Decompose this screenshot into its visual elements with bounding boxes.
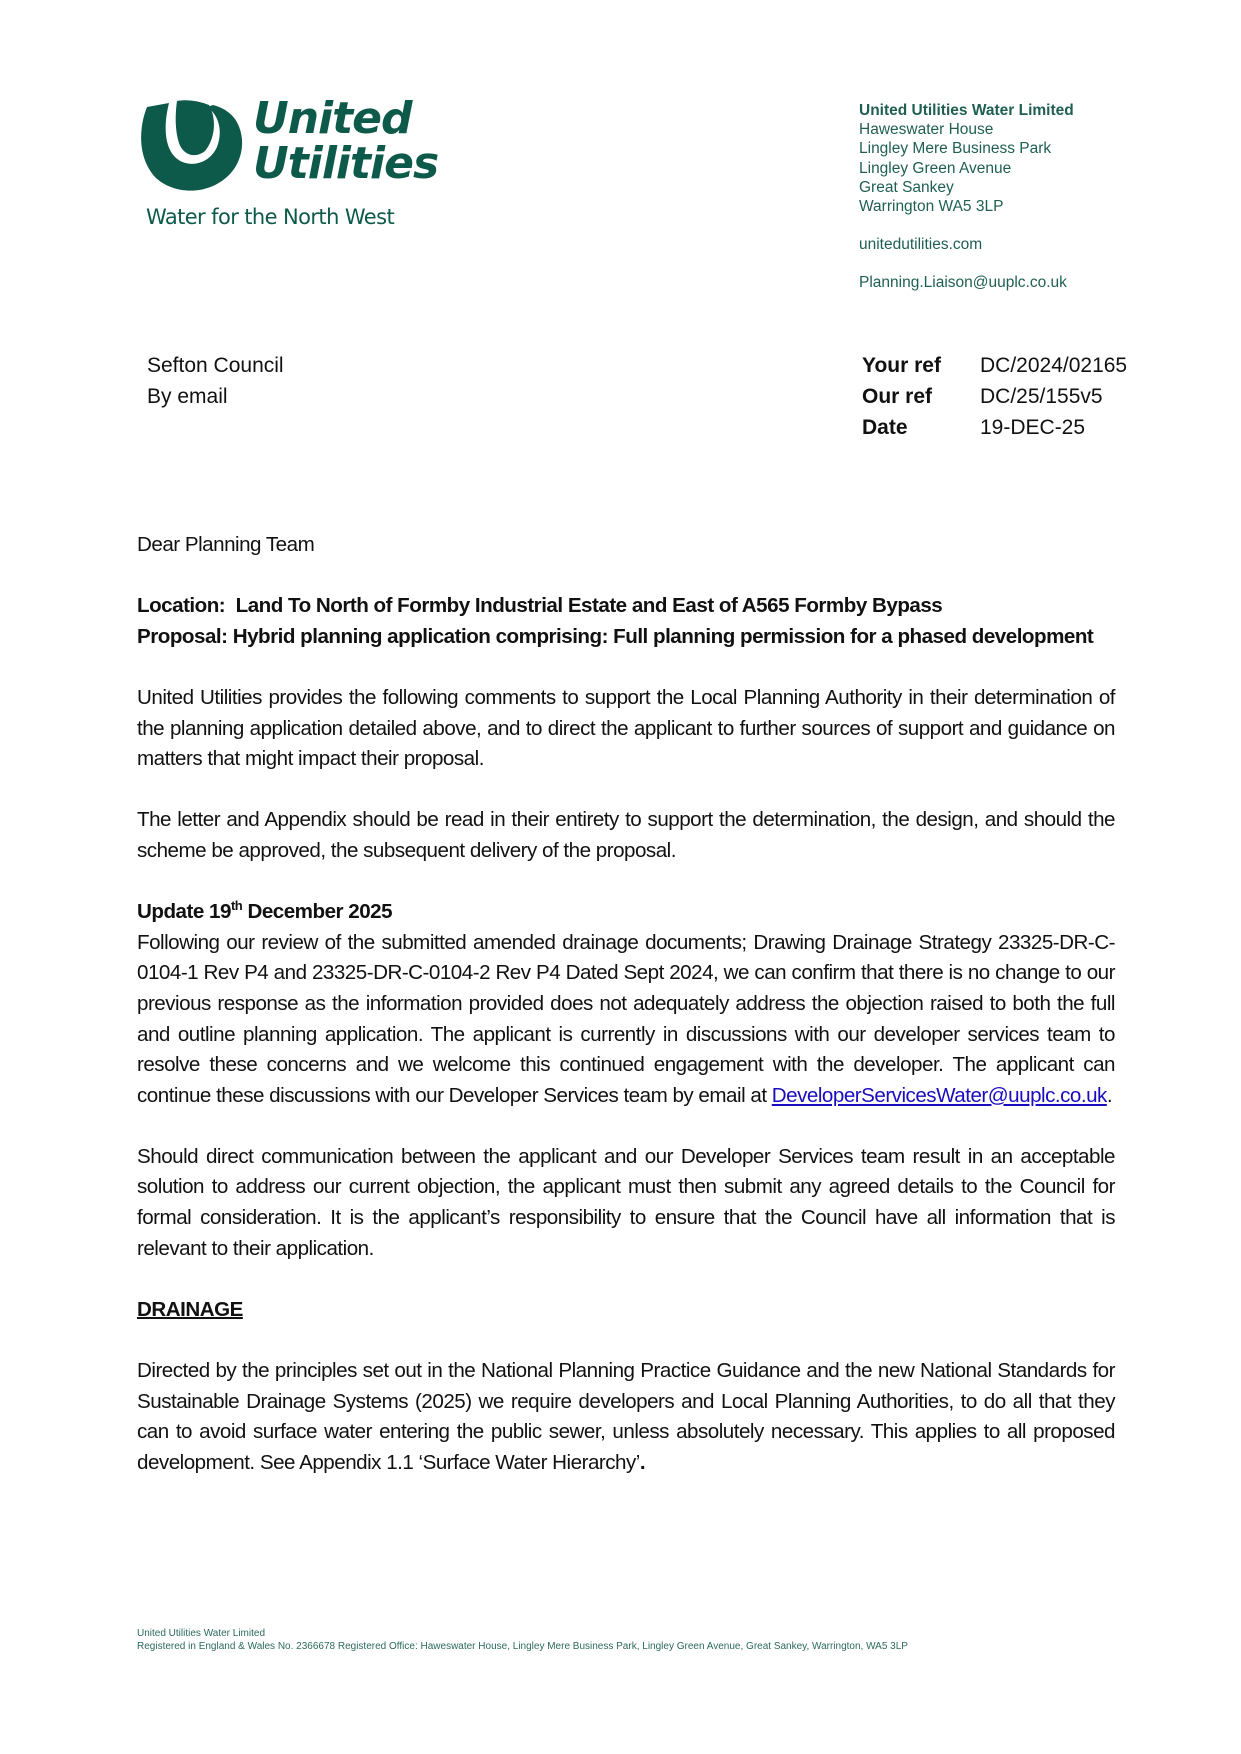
proposal-label: Proposal: <box>137 624 228 648</box>
ref-value: DC/2024/02165 <box>980 354 1128 377</box>
ref-value: DC/25/155v5 <box>980 385 1103 408</box>
sender-email-link[interactable]: Planning.Liaison@uuplc.co.uk <box>859 274 1067 292</box>
drainage-paragraph: Directed by the principles set out in the National Planning Practice Guidance and the new National Standards for Sustainable Drainage Systems (2025) we require developers and Local Planning Authorities, to do all that they can to avoid surface water entering the public sewer, unless absolutely necessary. This applies to all proposed development. See Appendix 1.1 ‘Surface Water Hierarchy’. <box>137 1359 1115 1474</box>
agreement-paragraph: Should direct communication between the applicant and our Developer Services team result in an acceptable solution to address our current objection, the applicant must then submit any agreed details to the Council for formal consideration. It is the applicant’s responsibility to ensure that the Council have all information that is relevant to their application. <box>137 1144 1115 1260</box>
ref-label: Our ref <box>862 385 933 408</box>
sender-company: United Utilities Water Limited <box>859 102 1074 119</box>
logo-word-utilities: Utilities <box>253 138 439 189</box>
ref-row-date <box>862 412 1127 443</box>
location-line <box>137 591 1115 622</box>
developer-services-email-link[interactable]: DeveloperServicesWater@uuplc.co.uk <box>771 1083 1107 1107</box>
address-line: Warrington WA5 3LP <box>859 198 1004 216</box>
sender-address <box>859 101 1074 293</box>
logo-tagline: Water for the North West <box>146 205 395 229</box>
reference-block <box>862 350 1127 443</box>
united-utilities-logo-mark-icon <box>137 97 247 195</box>
address-line: Haweswater House <box>859 121 994 139</box>
proposal-value: Hybrid planning application comprising: Full planning permission for a phased development <box>232 624 1094 648</box>
ref-label: Your ref <box>862 354 941 377</box>
ref-value: 19-DEC-25 <box>980 416 1086 439</box>
update-paragraph: Following our review of the submitted amended drainage documents; Drawing Drainage Strategy 23325-DR-C-0104-1 Rev P4 and 23325-DR-C-0104-2 Rev P4 Dated Sept 2024, we can confirm that there is no change to our previous response as the information provided does not adequately address the objection raised to both the full and outline planning application. The applicant is currently in discussions with our developer services team to resolve these concerns and we welcome this continued engagement with the developer. The applicant can continue these discussions with our Developer Services team by email at DeveloperServicesWater@uuplc.co.uk. <box>137 930 1115 1107</box>
salutation: Dear Planning Team <box>137 533 315 556</box>
page-footer <box>137 1628 908 1653</box>
footer-company: United Utilities Water Limited <box>137 1628 266 1639</box>
ref-row-our-ref <box>862 381 1127 412</box>
location-value: Land To North of Formby Industrial Estate and East of A565 Formby Bypass <box>235 594 943 618</box>
intro-paragraph: United Utilities provides the following comments to support the Local Planning Authority in their determination of the planning application detailed above, and to direct the applicant to further sources of support and guidance on matters that might impact their proposal. <box>137 685 1115 771</box>
address-line: Great Sankey <box>859 178 954 196</box>
proposal-line <box>137 622 1115 653</box>
appendix-paragraph: The letter and Appendix should be read in their entirety to support the determination, the design, and should the scheme be approved, the subsequent delivery of the proposal. <box>137 808 1115 862</box>
address-line: Lingley Green Avenue <box>859 159 1012 177</box>
ref-row-your-ref <box>862 350 1127 381</box>
logo-wordmark <box>253 93 439 189</box>
location-label: Location: <box>137 594 226 618</box>
recipient-block <box>147 350 284 412</box>
recipient-name: Sefton Council <box>147 354 284 377</box>
address-line: Lingley Mere Business Park <box>859 140 1052 158</box>
footer-registration: Registered in England & Wales No. 2366678 Registered Office: Haweswater House, Lingley Mere Business Park, Lingley Green Avenue, Great Sankey, Warrington, WA5 3LP <box>137 1640 908 1652</box>
drainage-heading: DRAINAGE <box>137 1297 243 1321</box>
update-heading: Update 19th December 2025 <box>137 898 393 924</box>
recipient-delivery: By email <box>147 385 228 408</box>
logo-word-united: United <box>253 93 412 144</box>
sender-website-link[interactable]: unitedutilities.com <box>859 236 983 254</box>
letter-body <box>137 530 1115 1478</box>
ref-label: Date <box>862 416 908 439</box>
